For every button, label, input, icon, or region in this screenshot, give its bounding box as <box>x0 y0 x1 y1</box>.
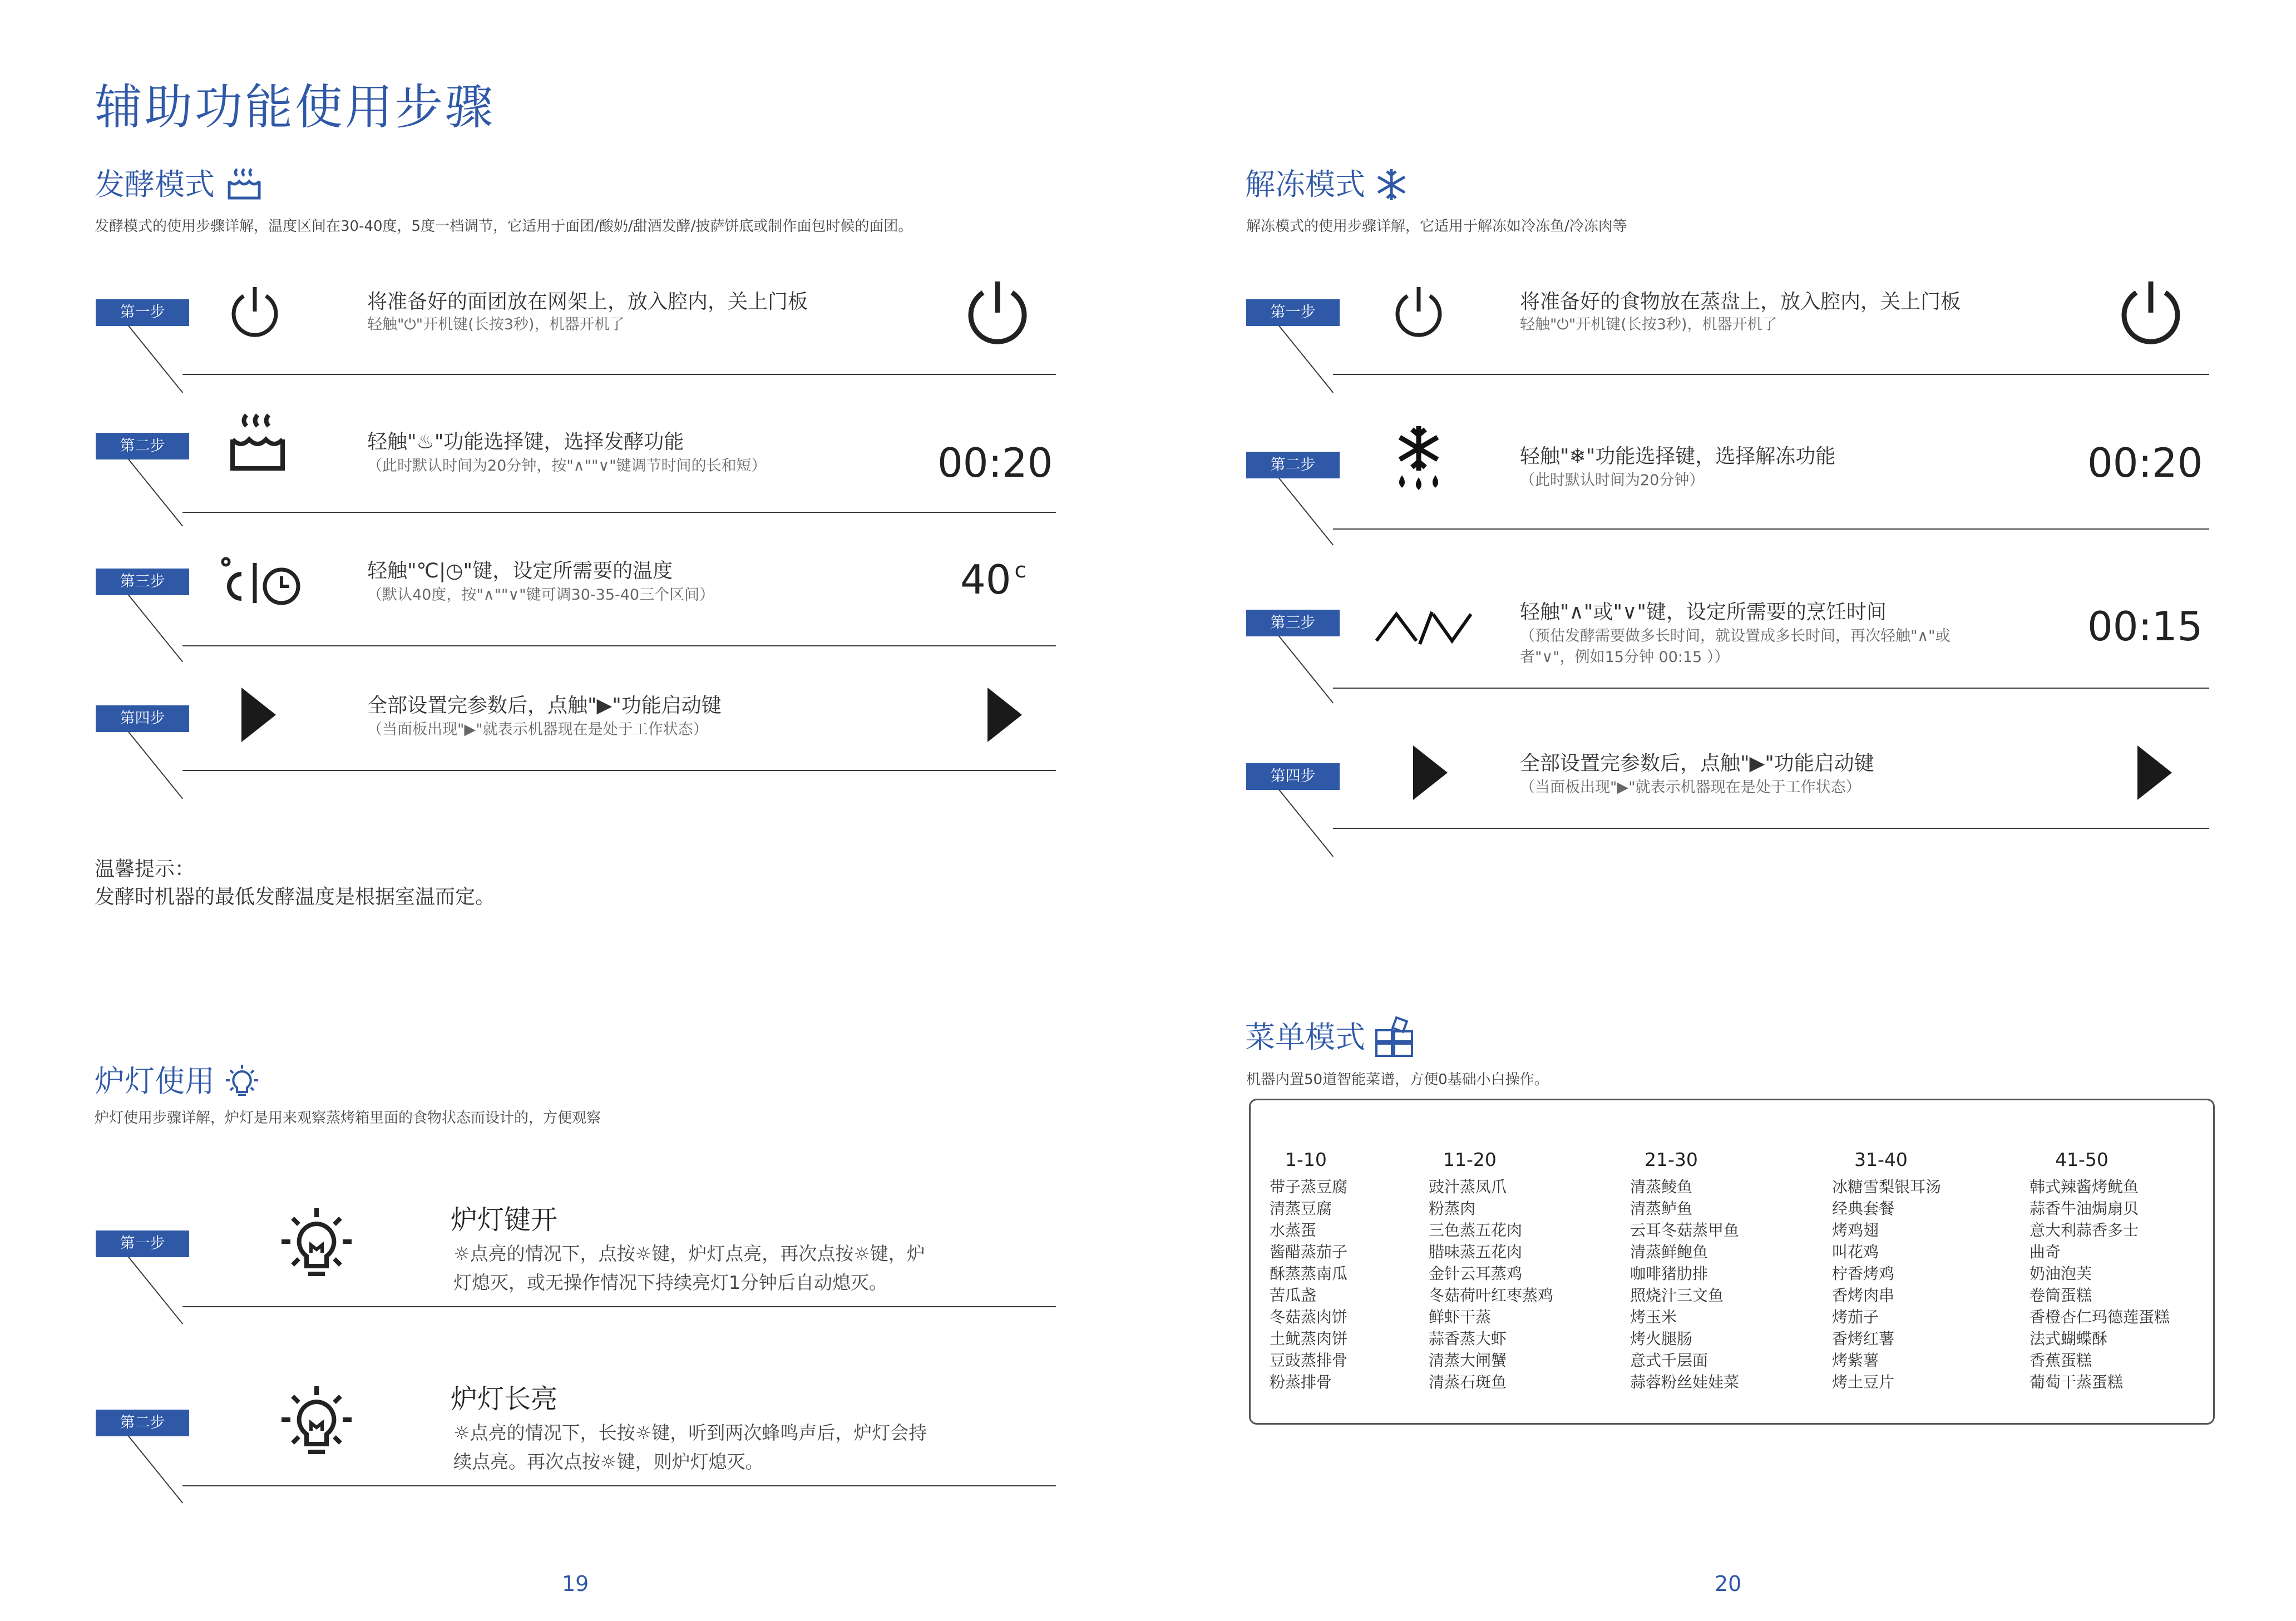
snowflake-icon <box>1375 167 1408 202</box>
defrost-snowflake-icon <box>1392 424 1445 493</box>
menu-item[interactable]: 意式千层面 <box>1630 1351 1709 1370</box>
defrost-step2-time: 00:20 <box>2087 439 2203 486</box>
tip-text: 发酵时机器的最低发酵温度是根据室温而定。 <box>95 886 496 908</box>
menu-column <box>1832 1149 1941 1393</box>
power-icon <box>1392 284 1445 339</box>
defrost-step3-sub: （预估发酵需要做多长时间，就设置成多长时间，再次轻触"∧"或 <box>1520 627 1951 645</box>
menu-item[interactable]: 叫花鸡 <box>1832 1243 1879 1261</box>
ferment-icon <box>225 167 264 202</box>
lamp-icon <box>225 1064 259 1099</box>
menu-column-header: 31-40 <box>1854 1149 1908 1170</box>
defrost-step3-main: 轻触"∧"或"∨"键，设定所需要的烹饪时间 <box>1520 601 1887 624</box>
tip-title: 温馨提示： <box>95 858 195 881</box>
menu-item[interactable]: 水蒸蛋 <box>1270 1221 1317 1239</box>
play-icon-large <box>2137 745 2172 800</box>
lamp-step1-badge: 第一步 <box>96 1230 189 1257</box>
defrost-step1-sub: 轻触"⏻"开机键(长按3秒)，机器开机了 <box>1520 316 1777 333</box>
ferment-step1-badge: 第一步 <box>96 299 189 326</box>
menu-item[interactable]: 带子蒸豆腐 <box>1270 1178 1348 1196</box>
play-icon <box>241 688 276 742</box>
power-icon-large <box>2119 279 2183 346</box>
temp-timer-icon <box>220 555 303 605</box>
menu-title-text: 菜单模式 <box>1245 1020 1365 1055</box>
ferment-step1-main: 将准备好的面团放在网架上，放入腔内，关上门板 <box>367 290 808 313</box>
power-icon-large <box>965 279 1030 346</box>
menu-item[interactable]: 香烤肉串 <box>1832 1286 1895 1304</box>
menu-item[interactable]: 照烧汁三文鱼 <box>1630 1286 1724 1304</box>
lamp-step2-badge: 第二步 <box>96 1410 189 1436</box>
ferment-step2-time: 00:20 <box>937 439 1053 486</box>
menu-item[interactable]: 卷筒蛋糕 <box>2030 1286 2092 1304</box>
menu-item[interactable]: 奶油泡芙 <box>2030 1264 2092 1283</box>
ferment-step4-badge: 第四步 <box>96 705 189 732</box>
lamp-step1-title: 炉灯键开 <box>451 1204 558 1235</box>
ferment-step2-sub: （此时默认时间为20分钟，按"∧""∨"键调节时间的长和短） <box>367 457 767 475</box>
menu-item[interactable]: 葡萄干蒸蛋糕 <box>2030 1373 2124 1391</box>
menu-column-header: 1-10 <box>1285 1149 1327 1170</box>
menu-item[interactable]: 粉蒸排骨 <box>1270 1373 1332 1391</box>
menu-desc: 机器内置50道智能菜谱，方便0基础小白操作。 <box>1246 1071 1549 1088</box>
ferment-title-text: 发酵模式 <box>95 167 215 202</box>
menu-item[interactable]: 苦瓜盏 <box>1270 1286 1317 1304</box>
temp-unit: c <box>1014 558 1026 582</box>
menu-item[interactable]: 清蒸鲈鱼 <box>1630 1199 1693 1218</box>
defrost-section-title <box>1245 167 1408 202</box>
menu-item[interactable]: 金针云耳蒸鸡 <box>1429 1264 1523 1283</box>
ferment-icon <box>227 412 288 474</box>
menu-item[interactable]: 法式蝴蝶酥 <box>2030 1330 2108 1348</box>
menu-column <box>1270 1149 1347 1393</box>
page-title: 辅助功能使用步骤 <box>95 80 495 135</box>
menu-item[interactable]: 鲜虾干蒸 <box>1429 1308 1492 1326</box>
menu-item[interactable]: 粉蒸肉 <box>1429 1199 1476 1218</box>
menu-item[interactable]: 烤鸡翅 <box>1832 1221 1879 1239</box>
lamp-icon-large <box>280 1385 353 1463</box>
lamp-step2-title: 炉灯长亮 <box>451 1383 558 1415</box>
defrost-step2-badge: 第二步 <box>1246 452 1340 478</box>
lamp-section-title <box>95 1064 259 1099</box>
menu-item[interactable]: 烤茄子 <box>1832 1308 1879 1326</box>
lamp-title-text: 炉灯使用 <box>95 1064 215 1099</box>
lamp-step2-text: ☼点亮的情况下，长按☼键，听到两次蜂鸣声后，炉灯会持 续点亮。再次点按☼键，则炉灯熄灭。 <box>453 1422 927 1472</box>
menu-column-header: 11-20 <box>1443 1149 1497 1170</box>
menu-column <box>1429 1149 1553 1393</box>
menu-item[interactable]: 曲奇 <box>2030 1243 2061 1261</box>
menu-grid-icon <box>1375 1018 1414 1057</box>
up-down-icon <box>1374 607 1472 646</box>
menu-item[interactable]: 烤紫薯 <box>1832 1351 1879 1370</box>
defrost-step2-sub: （此时默认时间为20分钟） <box>1520 472 1705 489</box>
menu-item[interactable]: 酱醋蒸茄子 <box>1270 1243 1348 1261</box>
menu-item[interactable]: 香橙杏仁玛德莲蛋糕 <box>2030 1308 2170 1326</box>
menu-item[interactable]: 香烤红薯 <box>1832 1330 1895 1348</box>
menu-item[interactable]: 韩式辣酱烤鱿鱼 <box>2030 1178 2139 1196</box>
ferment-desc: 发酵模式的使用步骤详解，温度区间在30-40度，5度一档调节，它适用于面团/酸奶/甜酒发酵/披萨饼底或制作面包时候的面团。 <box>95 218 913 235</box>
ferment-step2-badge: 第二步 <box>96 433 189 459</box>
temp-value: 40 <box>960 556 1011 603</box>
menu-item[interactable]: 清蒸鲮鱼 <box>1630 1178 1693 1196</box>
menu-column <box>2030 1149 2170 1393</box>
menu-item[interactable]: 冬菇蒸肉饼 <box>1270 1308 1348 1326</box>
ferment-step3-badge: 第三步 <box>96 569 189 595</box>
menu-section-title <box>1245 1018 1414 1057</box>
defrost-step4-badge: 第四步 <box>1246 763 1340 790</box>
menu-item[interactable]: 冬菇荷叶红枣蒸鸡 <box>1429 1286 1554 1304</box>
play-icon-large <box>987 688 1022 742</box>
ferment-step4-main: 全部设置完参数后，点触"▶"功能启动键 <box>367 694 722 717</box>
menu-item[interactable]: 咖啡猪肋排 <box>1630 1264 1709 1283</box>
ferment-step3-main: 轻触"℃|◷"键，设定所需要的温度 <box>367 560 673 582</box>
menu-column <box>1630 1149 1739 1393</box>
defrost-step1-main: 将准备好的食物放在蒸盘上，放入腔内，关上门板 <box>1520 290 1961 313</box>
page-number-right: 20 <box>1715 1571 1742 1596</box>
defrost-title-text: 解冻模式 <box>1245 167 1365 202</box>
menu-item[interactable]: 豉汁蒸凤爪 <box>1429 1178 1507 1196</box>
menu-item[interactable]: 烤火腿肠 <box>1630 1330 1693 1348</box>
ferment-step2-main: 轻触"♨"功能选择键，选择发酵功能 <box>367 431 684 453</box>
menu-item[interactable]: 三色蒸五花肉 <box>1429 1221 1523 1239</box>
menu-item[interactable]: 经典套餐 <box>1832 1199 1895 1218</box>
defrost-step3-badge: 第三步 <box>1246 610 1340 636</box>
menu-column-header: 41-50 <box>2055 1149 2109 1170</box>
menu-item[interactable]: 柠香烤鸡 <box>1832 1264 1895 1283</box>
menu-item[interactable]: 蒜蓉粉丝娃娃菜 <box>1630 1373 1740 1391</box>
menu-item[interactable]: 土鱿蒸肉饼 <box>1270 1330 1348 1348</box>
ferment-section-title <box>95 167 264 202</box>
menu-item[interactable]: 清蒸大闸蟹 <box>1429 1351 1507 1370</box>
power-icon <box>228 284 282 339</box>
defrost-step2-main: 轻触"❄"功能选择键，选择解冻功能 <box>1520 445 1836 468</box>
menu-item[interactable]: 烤玉米 <box>1630 1308 1677 1326</box>
menu-item[interactable]: 腊味蒸五花肉 <box>1429 1243 1523 1261</box>
menu-column-header: 21-30 <box>1645 1149 1698 1170</box>
menu-item[interactable]: 豆豉蒸排骨 <box>1270 1351 1348 1370</box>
lamp-icon-large <box>280 1207 353 1285</box>
defrost-step3-time: 00:15 <box>2087 603 2203 650</box>
menu-item[interactable]: 烤土豆片 <box>1832 1373 1895 1391</box>
defrost-step1-badge: 第一步 <box>1246 299 1340 326</box>
ferment-step1-sub: 轻触"⏻"开机键(长按3秒)，机器开机了 <box>367 316 625 333</box>
ferment-step3-sub: （默认40度，按"∧""∨"键可调30-35-40三个区间） <box>367 586 715 604</box>
defrost-step4-main: 全部设置完参数后，点触"▶"功能启动键 <box>1520 752 1874 775</box>
defrost-desc: 解冻模式的使用步骤详解，它适用于解冻如冷冻鱼/冷冻肉等 <box>1246 218 1627 235</box>
menu-item[interactable]: 清蒸石斑鱼 <box>1429 1373 1507 1391</box>
lamp-desc: 炉灯使用步骤详解，炉灯是用来观察蒸烤箱里面的食物状态而设计的，方便观察 <box>95 1110 601 1126</box>
menu-item[interactable]: 蒜香牛油焗扇贝 <box>2030 1199 2139 1218</box>
menu-item[interactable]: 清蒸豆腐 <box>1270 1199 1332 1218</box>
page-number-left: 19 <box>562 1571 589 1596</box>
menu-item[interactable]: 香蕉蛋糕 <box>2030 1351 2092 1370</box>
ferment-step3-temp <box>960 556 1026 603</box>
play-icon <box>1413 745 1448 800</box>
lamp-step1-text: ☼点亮的情况下，点按☼键，炉灯点亮，再次点按☼键，炉 灯熄灭，或无操作情况下持续亮灯1分钟后自动熄灭。 <box>453 1243 925 1293</box>
menu-item[interactable]: 冰糖雪梨银耳汤 <box>1832 1178 1942 1196</box>
ferment-step4-sub: （当面板出现"▶"就表示机器现在是处于工作状态） <box>367 721 708 738</box>
defrost-step3-sub2: 者"∨"，例如15分钟 00:15 ）） <box>1520 649 1730 666</box>
menu-item[interactable]: 清蒸鲜鲍鱼 <box>1630 1243 1709 1261</box>
defrost-step4-sub: （当面板出现"▶"就表示机器现在是处于工作状态） <box>1520 779 1861 796</box>
menu-item[interactable]: 蒜香蒸大虾 <box>1429 1330 1507 1348</box>
menu-item[interactable]: 酥蒸蒸南瓜 <box>1270 1264 1348 1283</box>
menu-item[interactable]: 云耳冬菇蒸甲鱼 <box>1630 1221 1740 1239</box>
menu-item[interactable]: 意大利蒜香多士 <box>2030 1221 2139 1239</box>
